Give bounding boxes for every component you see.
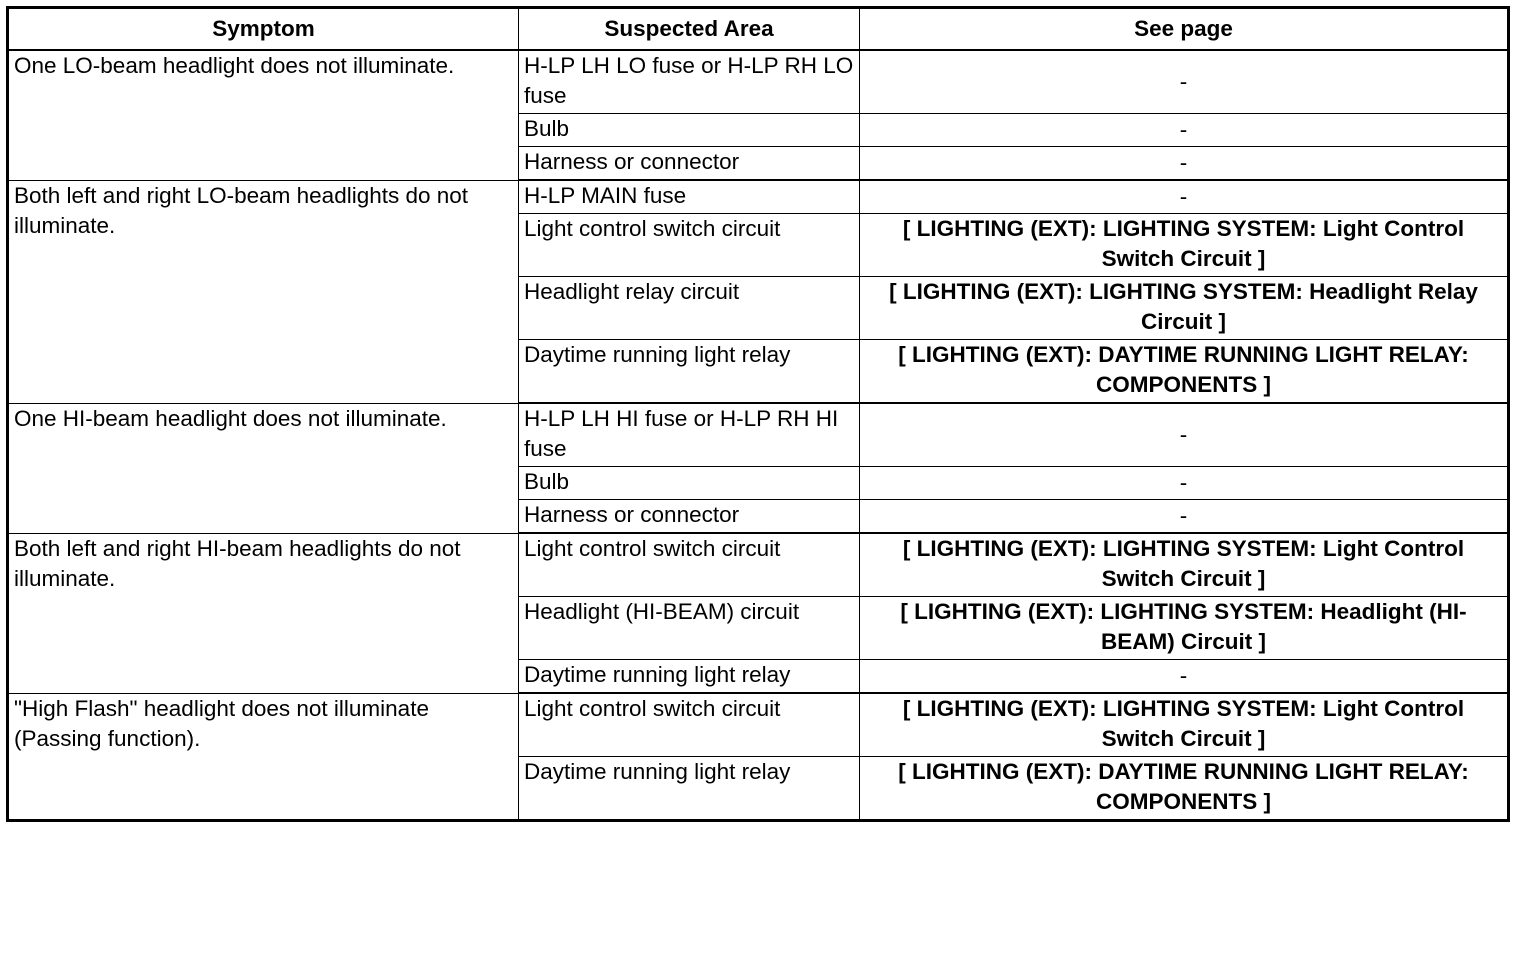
- suspected-area-cell: Harness or connector: [519, 500, 860, 534]
- see-page-cell: -: [860, 660, 1509, 694]
- table-row: [8, 533, 1509, 597]
- table-row: [8, 50, 1509, 114]
- see-page-link[interactable]: [ LIGHTING (EXT): LIGHTING SYSTEM: Light Control Switch Circuit ]: [860, 533, 1509, 597]
- suspected-area-cell: Headlight relay circuit: [519, 277, 860, 340]
- see-page-link[interactable]: [ LIGHTING (EXT): DAYTIME RUNNING LIGHT RELAY: COMPONENTS ]: [860, 757, 1509, 821]
- suspected-area-cell: Bulb: [519, 114, 860, 147]
- table-row: [8, 180, 1509, 214]
- see-page-cell: -: [860, 467, 1509, 500]
- suspected-area-cell: Daytime running light relay: [519, 757, 860, 821]
- suspected-area-cell: Bulb: [519, 467, 860, 500]
- see-page-link[interactable]: [ LIGHTING (EXT): LIGHTING SYSTEM: Headlight Relay Circuit ]: [860, 277, 1509, 340]
- suspected-area-cell: Headlight (HI-BEAM) circuit: [519, 597, 860, 660]
- suspected-area-cell: Daytime running light relay: [519, 660, 860, 694]
- see-page-link[interactable]: [ LIGHTING (EXT): DAYTIME RUNNING LIGHT RELAY: COMPONENTS ]: [860, 340, 1509, 404]
- suspected-area-cell: Daytime running light relay: [519, 340, 860, 404]
- see-page-link[interactable]: [ LIGHTING (EXT): LIGHTING SYSTEM: Light Control Switch Circuit ]: [860, 214, 1509, 277]
- suspected-area-cell: Light control switch circuit: [519, 693, 860, 757]
- symptom-cell: One HI-beam headlight does not illuminate.: [8, 403, 519, 533]
- symptom-cell: "High Flash" headlight does not illuminate (Passing function).: [8, 693, 519, 821]
- symptom-cell: Both left and right LO-beam headlights do not illuminate.: [8, 180, 519, 403]
- see-page-link[interactable]: [ LIGHTING (EXT): LIGHTING SYSTEM: Light Control Switch Circuit ]: [860, 693, 1509, 757]
- diagnosis-table: [6, 6, 1510, 822]
- symptom-cell: Both left and right HI-beam headlights do not illuminate.: [8, 533, 519, 693]
- suspected-area-cell: Light control switch circuit: [519, 214, 860, 277]
- suspected-area-cell: H-LP LH HI fuse or H-LP RH HI fuse: [519, 403, 860, 467]
- header-see-page: See page: [860, 8, 1509, 51]
- see-page-cell: -: [860, 180, 1509, 214]
- suspected-area-cell: H-LP MAIN fuse: [519, 180, 860, 214]
- header-suspected-area: Suspected Area: [519, 8, 860, 51]
- see-page-cell: -: [860, 500, 1509, 534]
- see-page-cell: -: [860, 50, 1509, 114]
- symptom-cell: One LO-beam headlight does not illuminate.: [8, 50, 519, 180]
- see-page-cell: -: [860, 403, 1509, 467]
- table-row: [8, 693, 1509, 757]
- header-row: [8, 8, 1509, 51]
- see-page-link[interactable]: [ LIGHTING (EXT): LIGHTING SYSTEM: Headlight (HI-BEAM) Circuit ]: [860, 597, 1509, 660]
- header-symptom: Symptom: [8, 8, 519, 51]
- see-page-cell: -: [860, 147, 1509, 181]
- suspected-area-cell: Light control switch circuit: [519, 533, 860, 597]
- suspected-area-cell: Harness or connector: [519, 147, 860, 181]
- suspected-area-cell: H-LP LH LO fuse or H-LP RH LO fuse: [519, 50, 860, 114]
- table-row: [8, 403, 1509, 467]
- see-page-cell: -: [860, 114, 1509, 147]
